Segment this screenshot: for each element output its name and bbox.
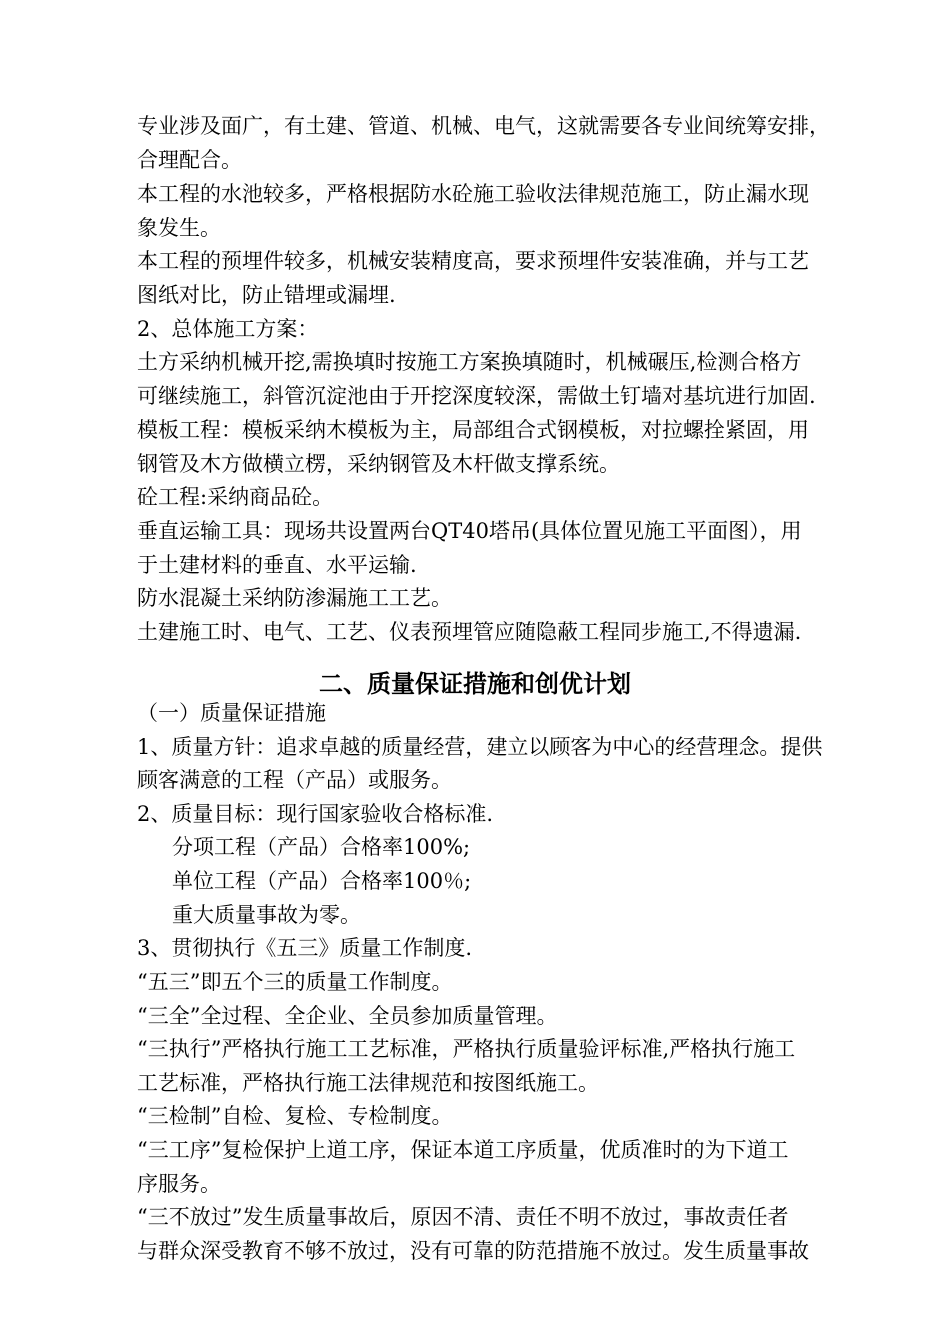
text-line: “五三”即五个三的质量工作制度。 — [137, 970, 453, 994]
text-line: （一）质量保证措施 — [137, 701, 326, 725]
text-line: 专业涉及面广，有土建、管道、机械、电气，这就需要各专业间统筹安排， — [137, 114, 830, 138]
text-line: “三执行”严格执行施工工艺标准，严格执行质量验评标准,严格执行施工 — [137, 1037, 796, 1061]
text-line: 序服务。 — [137, 1172, 221, 1196]
text-line: 土方采纳机械开挖,需换填时按施工方案换填随时，机械碾压,检测合格方 — [137, 350, 802, 374]
section-heading: 二、质量保证措施和创优计划 — [319, 670, 631, 698]
text-line: 1、质量方针：追求卓越的质量经营，建立以顾客为中心的经营理念。提供 — [137, 735, 823, 759]
text-line: 图纸对比，防止错埋或漏埋. — [137, 283, 396, 307]
text-line: 工艺标准，严格执行施工法律规范和按图纸施工。 — [137, 1071, 599, 1095]
text-line: 2、质量目标：现行国家验收合格标准. — [137, 802, 494, 826]
text-line: 砼工程:采纳商品砼。 — [137, 485, 334, 509]
text-line: 重大质量事故为零。 — [172, 903, 361, 927]
text-line: 钢管及木方做横立楞，采纳钢管及木杆做支撑系统。 — [137, 452, 620, 476]
text-line: 2、总体施工方案： — [137, 317, 319, 341]
text-line: “三工序”复检保护上道工序，保证本道工序质量，优质准时的为下道工 — [137, 1138, 789, 1162]
text-line: “三不放过”发生质量事故后，原因不清、责任不明不放过，事故责任者 — [137, 1205, 789, 1229]
text-line: 象发生。 — [137, 216, 221, 240]
text-line: 本工程的预埋件较多，机械安装精度高，要求预埋件安装准确，并与工艺 — [137, 249, 809, 273]
text-line: 分项工程（产品）合格率100%; — [172, 835, 471, 859]
text-line: 3、贯彻执行《五三》质量工作制度. — [137, 936, 473, 960]
text-line: 土建施工时、电气、工艺、仪表预埋管应随隐蔽工程同步施工,不得遗漏. — [137, 620, 802, 644]
text-line: 合理配合。 — [137, 148, 242, 172]
text-line: 单位工程（产品）合格率100％; — [172, 869, 472, 893]
text-line: 于土建材料的垂直、水平运输. — [137, 553, 417, 577]
text-line: 垂直运输工具：现场共设置两台QT40塔吊(具体位置见施工平面图），用 — [137, 519, 802, 543]
text-line: 可继续施工，斜管沉淀池由于开挖深度较深，需做土钉墙对基坑进行加固. — [137, 384, 816, 408]
text-line: 顾客满意的工程（产品）或服务。 — [137, 768, 452, 792]
text-line: 模板工程：模板采纳木模板为主，局部组合式钢模板，对拉螺拴紧固，用 — [137, 418, 809, 442]
text-line: “三检制”自检、复检、专检制度。 — [137, 1104, 453, 1128]
text-line: 防水混凝土采纳防渗漏施工工艺。 — [137, 586, 452, 610]
text-line: 与群众深受教育不够不放过，没有可靠的防范措施不放过。发生质量事故 — [137, 1239, 809, 1263]
text-line: 本工程的水池较多，严格根据防水砼施工验收法律规范施工，防止漏水现 — [137, 182, 809, 206]
text-line: “三全”全过程、全企业、全员参加质量管理。 — [137, 1004, 558, 1028]
